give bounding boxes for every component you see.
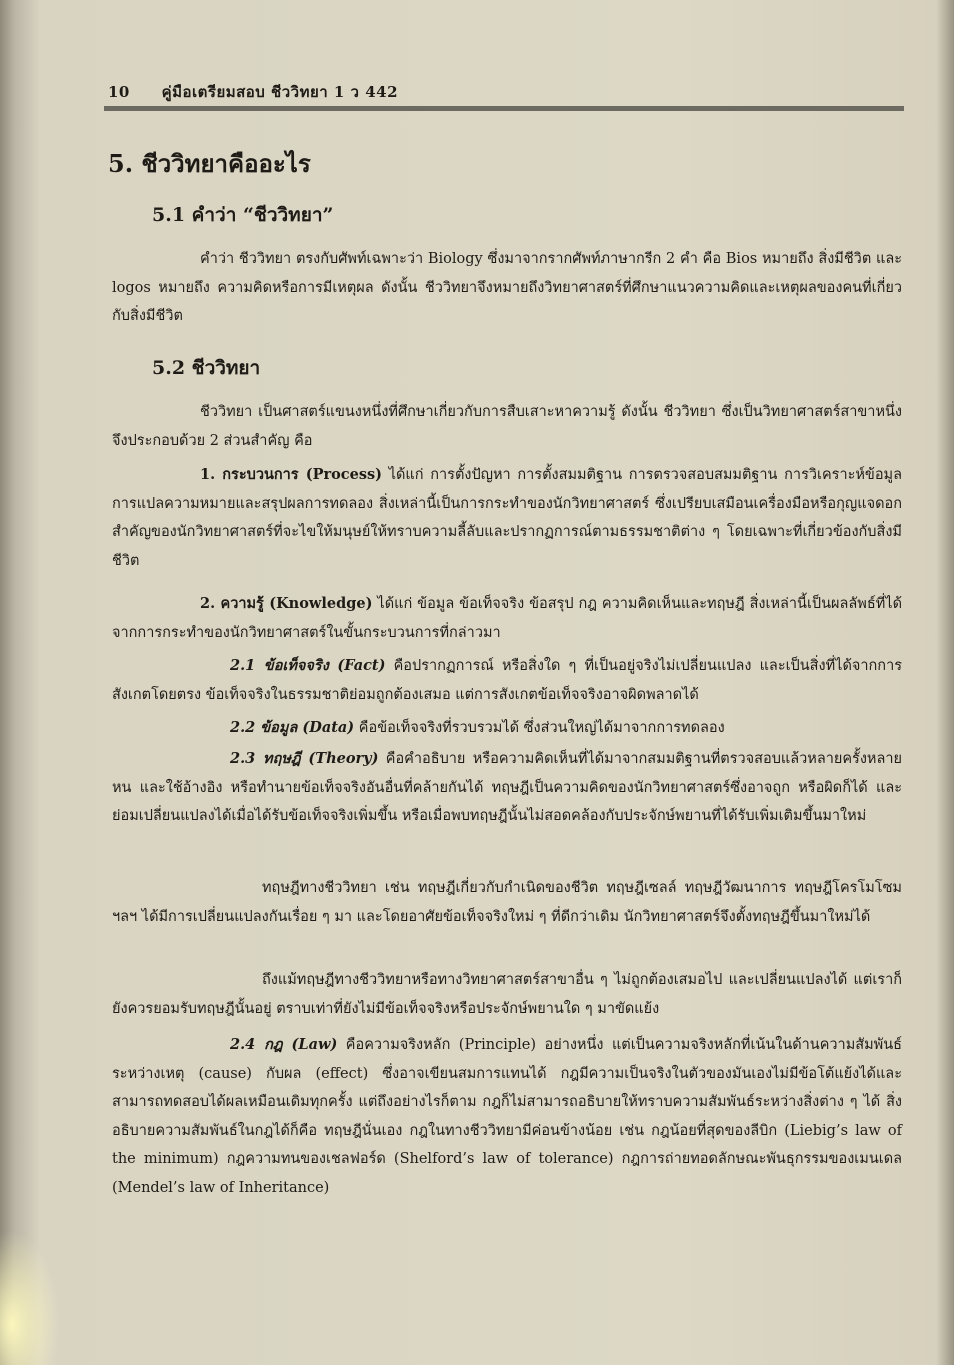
running-header: [108, 80, 398, 104]
theory-examples-text: ทฤษฎีทางชีววิทยา เช่น ทฤษฎีเกี่ยวกับกำเนิดของชีวิต ทฤษฎีเซลล์ ทฤษฎีวัฒนาการ ทฤษฎีโครโมโซม ฯลฯ ได้มีการเปลี่ยนแปลงกันเรื่อย ๆ มา และโดยอาศัยข้อเท็จจริงใหม่ ๆ ที่ดีกว่าเดิม นักวิทยาศาสตร์จึงตั้งทฤษฎีขึ้นมาใหม่ได้: [112, 880, 902, 925]
photo-glare: [0, 1230, 60, 1365]
intro-text: ชีววิทยา เป็นศาสตร์แขนงหนึ่งที่ศึกษาเกี่ยวกับการสืบเสาะหาความรู้ ดังนั้น ชีววิทยา ซึ่งเป็นวิทยาศาสตร์สาขาหนึ่งจึงประกอบด้วย 2 ส่วนสำคัญ คือ: [112, 404, 902, 449]
knowledge-term: 2. ความรู้ (Knowledge): [200, 595, 373, 612]
paragraph-definition: [112, 245, 902, 331]
theory-text: คือคำอธิบาย หรือความคิดเห็นที่ได้มาจากสมมติฐานที่ตรวจสอบแล้วหลายครั้งหลายหน และใช้อ้างอิง หรือทำนายข้อเท็จจริงอันอื่นที่คล้ายกันได้ ทฤษฎีเป็นความคิดของนักวิทยาศาสตร์ซึ่งอาจถูก หรือผิดก็ได้ และย่อมเปลี่ยนแปลงได้เมื่อได้รับข้อเท็จจริงเพิ่มขึ้น หรือเมื่อพบทฤษฎีนั้นไม่สอดคล้องกับประจักษ์พยานที่ได้รับเพิ่มเติมขึ้นมาใหม่: [112, 751, 902, 824]
page-edge-shadow: [936, 0, 954, 1365]
subsection-heading-5-2: 5.2 ชีววิทยา: [152, 357, 261, 379]
fact-text: คือปรากฏการณ์ หรือสิ่งใด ๆ ที่เป็นอยู่จริงไม่เปลี่ยนแปลง และเป็นสิ่งที่ได้จากการสังเกตโดยตรง ข้อเท็จจริงในธรรมชาติย่อมถูกต้องเสมอ แต่การสังเกตข้อเท็จจริงอาจผิดพลาดได้: [112, 658, 902, 703]
paragraph-intro: [112, 398, 902, 455]
item-law: [112, 1031, 902, 1202]
section-title: 5. ชีววิทยาคืออะไร: [108, 149, 311, 178]
item-knowledge: [112, 590, 902, 647]
theory-acceptance-text: ถึงแม้ทฤษฎีทางชีววิทยาหรือทางวิทยาศาสตร์สาขาอื่น ๆ ไม่ถูกต้องเสมอไป และเปลี่ยนแปลงได้ แต่เราก็ยังควรยอมรับทฤษฎีนั้นอยู่ ตราบเท่าที่ยังไม่มีข้อเท็จจริงหรือประจักษ์พยานใด ๆ มาขัดแย้ง: [112, 972, 902, 1017]
data-term: 2.2 ข้อมูล (Data): [230, 719, 355, 736]
theory-term: 2.3 ทฤษฎี (Theory): [230, 750, 379, 767]
page-number: 10: [108, 83, 130, 101]
fact-term: 2.1 ข้อเท็จจริง (Fact): [230, 657, 386, 674]
theory-examples: [112, 874, 902, 931]
data-text: คือข้อเท็จจริงที่รวบรวมได้ ซึ่งส่วนใหญ่ได้มาจากการทดลอง: [354, 720, 725, 736]
process-term: 1. กระบวนการ (Process): [200, 466, 383, 483]
header-rule: [104, 106, 904, 111]
law-text: คือความจริงหลัก (Principle) อย่างหนึ่ง แต่เป็นความจริงหลักที่เน้นในด้านความสัมพันธ์ระหว่างเหตุ (cause) กับผล (effect) ซึ่งอาจเขียนสมการแทนได้ กฎมีความเป็นจริงในตัวของมันเองไม่มีข้อโต้แย้งได้และสามารถทดสอบได้ผลเหมือนเดิมทุกครั้ง แต่ถึงอย่างไรก็ตาม กฎก็ไม่สามารถอธิบายให้ทราบความสัมพันธ์ระหว่างสิ่งต่าง ๆ ได้ สิ่งอธิบายความสัมพันธ์ในกฎได้ก็คือ ทฤษฎีนั่นเอง กฎในทางชีววิทยามีค่อนข้างน้อย เช่น กฎน้อยที่สุดของลีบิก (Liebig’s law of the minimum) กฎความทนของเชลฟอร์ด (Shelford’s law of tolerance) กฎการถ่ายทอดลักษณะพันธุกรรมของเมนเดล (Mendel’s law of Inheritance): [112, 1037, 902, 1196]
item-data: [112, 714, 902, 743]
item-process: [112, 461, 902, 575]
law-term: 2.4 กฎ (Law): [230, 1036, 338, 1053]
theory-acceptance: [112, 966, 902, 1023]
definition-text: คำว่า ชีววิทยา ตรงกับศัพท์เฉพาะว่า Biology ซึ่งมาจากรากศัพท์ภาษากรีก 2 คำ คือ Bios หมายถึง สิ่งมีชีวิต และ logos หมายถึง ความคิดหรือการมีเหตุผล ดังนั้น ชีววิทยาจึงหมายถึงวิทยาศาสตร์ที่ศึกษาแนวความคิดและเหตุผลของคนที่เกี่ยวกับสิ่งมีชีวิต: [112, 251, 902, 324]
item-theory: [112, 745, 902, 831]
process-text: ได้แก่ การตั้งปัญหา การตั้งสมมติฐาน การตรวจสอบสมมติฐาน การวิเคราะห์ข้อมูล การแปลความหมายและสรุปผลการทดลอง สิ่งเหล่านี้เป็นการกระทำของนักวิทยาศาสตร์ ซึ่งเปรียบเสมือนเครื่องมือหรือกุญแจดอกสำคัญของนักวิทยาศาสตร์ที่จะไขให้มนุษย์ให้ทราบความลี้ลับและปรากฏการณ์ตามธรรมชาติต่าง ๆ โดยเฉพาะที่เกี่ยวข้องกับสิ่งมีชีวิต: [112, 467, 902, 569]
knowledge-text: ได้แก่ ข้อมูล ข้อเท็จจริง ข้อสรุป กฎ ความคิดเห็นและทฤษฎี สิ่งเหล่านี้เป็นผลลัพธ์ที่ได้จากการกระทำของนักวิทยาศาสตร์ในขั้นกระบวนการที่กล่าวมา: [112, 596, 902, 641]
item-fact: [112, 652, 902, 709]
book-title: คู่มือเตรียมสอบ ชีววิทยา 1 ว 442: [161, 83, 399, 101]
subsection-heading-5-1: 5.1 คำว่า “ชีววิทยา”: [152, 204, 334, 226]
